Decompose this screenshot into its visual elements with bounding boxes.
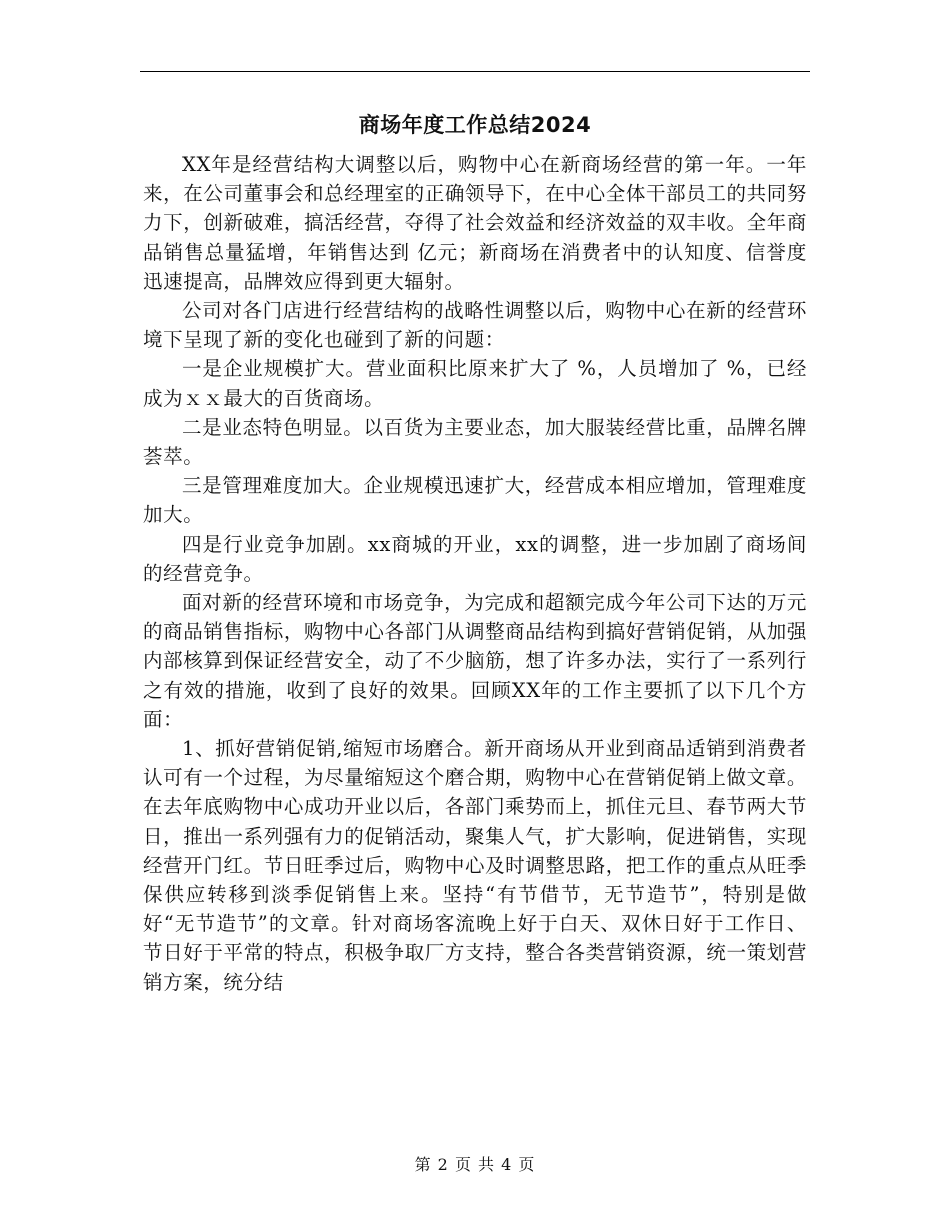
paragraph-point-one: 一是企业规模扩大。营业面积比原来扩大了 %，人员增加了 %，已经成为ｘｘ最大的百货商场。	[143, 357, 807, 410]
paragraph-intro: XX年是经营结构大调整以后，购物中心在新商场经营的第一年。一年来，在公司董事会和总经理室的正确领导下，在中心全体干部员工的共同努力下，创新破难，搞活经营，夺得了社会效益和经济效益的双丰收。全年商品销售总量猛增，年销售达到 亿元；新商场在消费者中的认知度、信誉度迅速提高，品牌效应得到更大辐射。	[143, 153, 807, 293]
document-body	[143, 150, 807, 997]
paragraph-market-response: 面对新的经营环境和市场竞争，为完成和超额完成今年公司下达的万元的商品销售指标，购物中心各部门从调整商品结构到搞好营销促销，从加强内部核算到保证经营安全，动了不少脑筋，想了许多办法，实行了一系列行之有效的措施，收到了良好的效果。回顾XX年的工作主要抓了以下几个方面：	[143, 591, 807, 731]
paragraph-structure-adjustment: 公司对各门店进行经营结构的战略性调整以后，购物中心在新的经营环境下呈现了新的变化也碰到了新的问题：	[143, 299, 807, 352]
page-number-footer: 第 2 页 共 4 页	[414, 1155, 536, 1174]
paragraph-section-one: 1、抓好营销促销,缩短市场磨合。新开商场从开业到商品适销到消费者认可有一个过程，为尽量缩短这个磨合期，购物中心在营销促销上做文章。在去年底购物中心成功开业以后，各部门乘势而上，抓住元旦、春节两大节日，推出一系列强有力的促销活动，聚集人气，扩大影响，促进销售，实现经营开门红。节日旺季过后，购物中心及时调整思路，把工作的重点从旺季保供应转移到淡季促销售上来。坚持“有节借节，无节造节”，特别是做好“无节造节”的文章。针对商场客流晚上好于白天、双休日好于工作日、节日好于平常的特点，积极争取厂方支持，整合各类营销资源，统一策划营销方案，统分结	[143, 737, 807, 994]
paragraph-point-four: 四是行业竞争加剧。xx商城的开业，xx的调整，进一步加剧了商场间的经营竞争。	[143, 532, 807, 585]
paragraph-point-three: 三是管理难度加大。企业规模迅速扩大，经营成本相应增加，管理难度加大。	[143, 474, 807, 527]
header-rule	[140, 71, 810, 72]
paragraph-point-two: 二是业态特色明显。以百货为主要业态，加大服装经营比重，品牌名牌荟萃。	[143, 415, 807, 469]
document-title: 商场年度工作总结2024	[358, 113, 592, 137]
